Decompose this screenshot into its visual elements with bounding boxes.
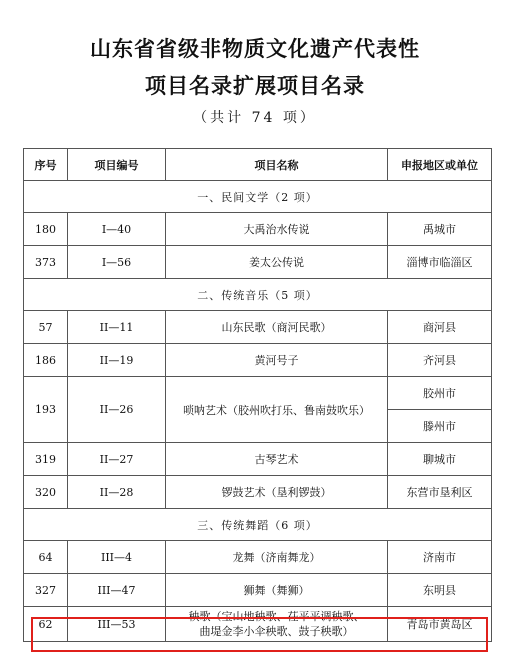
header-code: 项目编号 <box>68 149 166 181</box>
item-count-subtitle: （共计 74 项） <box>193 110 317 126</box>
cell-seq: 193 <box>24 377 68 443</box>
header-name: 项目名称 <box>166 149 388 181</box>
cell-seq: 57 <box>24 311 68 344</box>
cell-name: 黄河号子 <box>166 344 388 377</box>
table-row <box>24 541 492 574</box>
heritage-table <box>23 148 492 642</box>
section-row <box>24 509 492 541</box>
document-title-line1: 山东省省级非物质文化遗产代表性 <box>90 37 420 61</box>
cell-code: I—40 <box>68 213 166 246</box>
cell-name: 唢呐艺术（胶州吹打乐、鲁南鼓吹乐） <box>166 377 388 443</box>
table-row <box>24 213 492 246</box>
table-header-row <box>24 149 492 181</box>
cell-name <box>166 607 388 642</box>
cell-seq: 186 <box>24 344 68 377</box>
cell-code: III—4 <box>68 541 166 574</box>
cell-region: 济南市 <box>388 541 492 574</box>
table-row <box>24 344 492 377</box>
section-traditional-dance: 三、传统舞蹈（6 项） <box>24 509 492 541</box>
table-row <box>24 607 492 642</box>
cell-seq: 373 <box>24 246 68 279</box>
cell-code: III—53 <box>68 607 166 642</box>
header-region: 申报地区或单位 <box>388 149 492 181</box>
section-traditional-music: 二、传统音乐（5 项） <box>24 279 492 311</box>
cell-name: 山东民歌（商河民歌） <box>166 311 388 344</box>
cell-code: II—28 <box>68 476 166 509</box>
cell-region: 滕州市 <box>388 410 492 443</box>
document-title-line2: 项目名录扩展项目名录 <box>145 74 365 98</box>
table-row <box>24 443 492 476</box>
cell-region: 淄博市临淄区 <box>388 246 492 279</box>
cell-region: 胶州市 <box>388 377 492 410</box>
cell-name-line1: 秧歌（宝山地秧歌、茌平平调秧歌、 <box>188 610 365 623</box>
cell-code: II—26 <box>68 377 166 443</box>
cell-code: II—27 <box>68 443 166 476</box>
cell-name: 狮舞（舞狮） <box>166 574 388 607</box>
cell-region: 东明县 <box>388 574 492 607</box>
cell-seq: 327 <box>24 574 68 607</box>
cell-region: 东营市垦利区 <box>388 476 492 509</box>
cell-seq: 319 <box>24 443 68 476</box>
cell-name: 古琴艺术 <box>166 443 388 476</box>
section-row <box>24 181 492 213</box>
cell-code: II—11 <box>68 311 166 344</box>
cell-region: 聊城市 <box>388 443 492 476</box>
header-seq: 序号 <box>24 149 68 181</box>
cell-code: II—19 <box>68 344 166 377</box>
table-row <box>24 377 492 410</box>
table-row <box>24 246 492 279</box>
cell-seq: 320 <box>24 476 68 509</box>
section-folk-literature: 一、民间文学（2 项） <box>24 181 492 213</box>
cell-region: 商河县 <box>388 311 492 344</box>
cell-seq: 180 <box>24 213 68 246</box>
cell-seq: 62 <box>24 607 68 642</box>
cell-code: I—56 <box>68 246 166 279</box>
cell-name: 姜太公传说 <box>166 246 388 279</box>
cell-region: 青岛市黄岛区 <box>388 607 492 642</box>
cell-seq: 64 <box>24 541 68 574</box>
section-row <box>24 279 492 311</box>
cell-region: 禹城市 <box>388 213 492 246</box>
cell-region: 齐河县 <box>388 344 492 377</box>
cell-name: 锣鼓艺术（垦利锣鼓） <box>166 476 388 509</box>
table-row <box>24 574 492 607</box>
table-row <box>24 311 492 344</box>
cell-name: 龙舞（济南舞龙） <box>166 541 388 574</box>
cell-name-line2: 曲堤金李小伞秧歌、鼓子秧歌） <box>199 625 354 638</box>
table-row <box>24 476 492 509</box>
cell-name: 大禹治水传说 <box>166 213 388 246</box>
cell-code: III—47 <box>68 574 166 607</box>
